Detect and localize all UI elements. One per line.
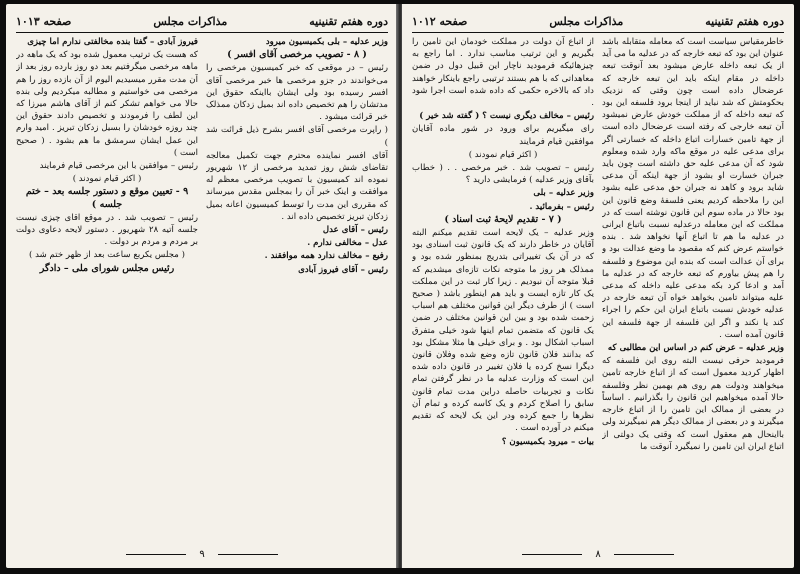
speaker-line: وزیر عدلیه – بلی xyxy=(533,188,594,199)
speaker-line: رئیس – آقای فیروز آبادی xyxy=(298,264,388,275)
speaker-line: بیات – میرود بکمیسیون ؟ xyxy=(501,436,594,447)
journal-title: مذاکرات مجلس xyxy=(549,14,624,28)
paragraph: وزیر عدلیه – یک لایحه است تقدیم میکنم البته آقایان در خاطر دارند که یک قانون ثبت اسنادی بود که در آن یک تغییراتی بتدریج بمنظور شده بود و ممذلک هر روز ما متوجه نکات تازه‌ای میشدیم که قبلا متوجه آن نبودیم . زیرا کار ثبت در این مملکت یک کار تازه ایست و باید هم اینطور باشد ( صحیح است ) از طرف دیگر این قوانین مختلف هم اسباب زحمت شده بود و بین این قوانین مختلف در ضمن یک قانون که متضمن تمام اینها شود خیلی متفرق اسباب اشکال بود . و برای خیلی ها مثلا مشکل بود که بدانند فلان قانون تازه وضع شده وفلان قانون دیگرا نسخ کرده یا فلان تغییر در قانون داده شده این است که وزارت عدلیه ما در نظر گرفتن تمام نکات و تجربیات حاصله دراین مدت تمام قانون سابق را اصلاح کردم و یک کاسه کرده و تمام آن نظرها را جمع کرده ودر این یک لایحه که تقدیم میکنم در آورده است . xyxy=(412,228,594,434)
columns-right-page xyxy=(412,36,784,540)
speaker-line: رئیس – بفرمائید . xyxy=(529,201,594,212)
section-heading: ( ۷ - تقدیم لایحهٔ ثبت اسناد ) xyxy=(444,213,562,225)
speaker-line: عدل – مخالفی ندارم . xyxy=(307,238,388,249)
paragraph: ( راپرت مرخصی آقای افسر بشرح ذیل قرائت شد ) xyxy=(206,125,388,148)
paragraph: خاطرمقیاس سیاست است که معامله متقابله باشد عنوان این بود که تبعه خارجه که در عدلیه ما می آید از یک تبعه داخله عارض میشود بعد آنوقت تبعه داخله در مقام اینکه باید این تبعه خارجه که عرضحال داده است چون وقتی که نزدیک بحکومتش که شد نباید از اینجا برود فلسفه این بود که تبعه داخله که از مملکت خودش عارض نمیشود آن تبعه خارجی که رفته است عرضحال داده است از جهة تامین خسارات اتباع داخله که خسارتی اگر برای مدعی علیه در موقع ماکه وارد شده ومعلوم شود که آن مدعی علیه حق داشته است چون باید جبران خسارت او بشود از جهة اینکه آن مدعی شاید برود و کاهد نه جبران حق مدعی علیه بشود این را ملاحظه کردیم یعنی فلسفهٔ وضع قانون این بود حالا در ماده سوم این قانون نوشته است که در مملکت که این معامله درعدلیه نسبت باتباع ایرانی در عدلیه ما هم تا اتباع آنها نخواهد شد . بنده خواستم عرض کنم که مقصود ما وضع عدالت بود و برای آن عدالت است که بنده این موضوع و فلسفه را هم پیش بیاورم که تبعه خارجه که در عدلیه ما آمد و ادعا کرد بکه مدعی علیه داخله که مدعی علیه میتواند تامین بخواهد خواه آن تبعه خارجه در عدلیه خودش نسبت باتباع ایران این حکم را اجراء کند یا نکند و اگر این فلسفه از جهة فلسفه این قانون آمده است . xyxy=(602,37,784,340)
stage-note: ( اکثر قیام نمودند ) xyxy=(72,174,142,185)
stage-note: ( اکثر قیام نمودند ) xyxy=(468,149,538,160)
section-heading: ۹ - تعیین موقع و دستور جلسه بعد – ختم جلسه ) xyxy=(25,186,189,210)
speaker-line: وزیر عدلیه – عرض کنم در اساس این مطالبی که xyxy=(607,343,784,354)
paragraph: رای میگیریم برای ورود در شور ماده آقایان موافقین قیام فرمایند xyxy=(412,124,594,147)
paragraph: فرمودید حرفی نیست البته روی این فلسفه که اظهار کردید معمول است که از اتباع خارجه تامین میخواهند ودولت هم روی هم بهمین نظر وفلسفه حالا آمده میخواهیم این قانون را بگذرانیم . اساساً در بعضی از ممالک این تامین را از اتباع خارجه میگیرند و در بعضی از ممالک دیگر هم نمیگیرند ولی بااینحال هم معقول است که وقتی یک دولتی از اتباع ایران این تامین را نمیگیرد آنوقت ما xyxy=(602,356,784,452)
paragraph: رئیس – موافقین با این مرخصی قیام فرمایند xyxy=(39,161,198,172)
speaker-line: رئیس – آقای عدل xyxy=(322,225,388,236)
text-column-left xyxy=(412,36,594,540)
right-page xyxy=(402,4,794,568)
session-label: دوره هفتم تقنینیه xyxy=(309,14,388,28)
session-label: دوره هفتم تقنینیه xyxy=(705,14,784,28)
paragraph: رئیس – تصویب شد . در موقع اقای چیزی نیست جلسه آتیه ۲۸ شهریور . دستور لایحه دعاوی دولت بر مردم و مردم بر دولت . xyxy=(16,212,198,248)
speaker-line: رئیس – مخالف دیگری نیست ؟ ( گفته شد خیر ) xyxy=(419,111,594,122)
page-number-label: صفحه ۱۰۱۲ xyxy=(412,14,468,28)
folio-right xyxy=(402,549,794,560)
speaker-line: فیروز آبادی – گفتا بنده مخالفتی ندارم اما چیزی xyxy=(27,37,198,47)
left-page xyxy=(6,4,398,568)
paragraph: که هست یک ترتیب معمول شده بود که یک ماهه در ماهه مرخصی میگرفتیم بعد دو روز بارده روز بعد از آن مدت مقرر میسیدیم الیوم از آن بازده روز را هم مرخصی می خواستیم و مطالبه میکردیم ولی بنده حالا می خواهم تشکر کنم از آقای هاشم میرزا که این لطف را فرمودند و تخصیص دادند حقوق این چند روزه خودشان را بسیل زدکان تبریز . امید وارم این عمل ایشان سرمشق ما هم بشود . ( صحیح است ) xyxy=(16,50,198,158)
running-head-right xyxy=(412,10,784,33)
folio-number: ۹ xyxy=(199,549,205,560)
folio-left xyxy=(6,549,398,560)
journal-title: مذاکرات مجلس xyxy=(153,14,228,28)
text-column-left xyxy=(16,36,198,540)
paragraph: رئیس – در موقعی که خبر کمیسیون مرخصی را می‌خواندند در جزو مرخصی ها خبر مرخصی آقای افسر رسیده بود ولی ایشان بااینکه حقوق این مدتشان را هم تخصیص داده اند بمیل زدکان ممذلک خبر قرائت میشود . xyxy=(206,63,388,123)
columns-left-page xyxy=(16,36,388,540)
speaker-line: وزیر عدلیه – بلی بکمیسیون میرود xyxy=(265,37,388,47)
speaker-line: رفیع – مخالف ندارد همه موافقند . xyxy=(264,251,388,262)
section-heading: ( ۸ - تصویب مرخصی آقای افسر ) xyxy=(227,49,367,61)
stage-note: ( مجلس یکربع ساعت بعد از ظهر ختم شد ) xyxy=(29,250,185,261)
folio-number: ۸ xyxy=(595,549,601,560)
text-column-right xyxy=(602,36,784,540)
paragraph: آقای افسر نماینده محترم جهت تکمیل معالجه تقاضای شش روز تمدید مرخصی از ۱۲ شهریور نموده اند کمیسیون با تصویب مرخصی معظم له موافقت و اینک خبر آن را بمجلس مقدس میرساند که مقرری این مدت را توسط کمیسیون اعانه بمیل زدکان تبریز تخصیص داده اند . xyxy=(206,150,388,222)
text-column-right xyxy=(206,36,388,540)
paragraph: از اتباع آن دولت در مملکت خودمان این تامین را بگیریم و این ترتیب مناسب ندارد . اما راجع به چیزهائیکه فرمودید ناچار این قبیل دول در ضمن معاهداتی که با هم بستند ترتیبی راجع باینکار خواهند داد که بالاخره حکمی که داده شده است اجرا شود . xyxy=(412,37,594,109)
page-number-label: صفحه ۱۰۱۳ xyxy=(16,14,72,28)
paragraph: رئیس – تصویب شد . خبر مرخصی . . ( خطاب بآقای وزیر عدلیه ) فرمایشی دارید ؟ xyxy=(412,163,594,186)
running-head-left xyxy=(16,10,388,33)
signature-line: رئیس مجلس شورای ملی – دادگر xyxy=(39,262,175,274)
